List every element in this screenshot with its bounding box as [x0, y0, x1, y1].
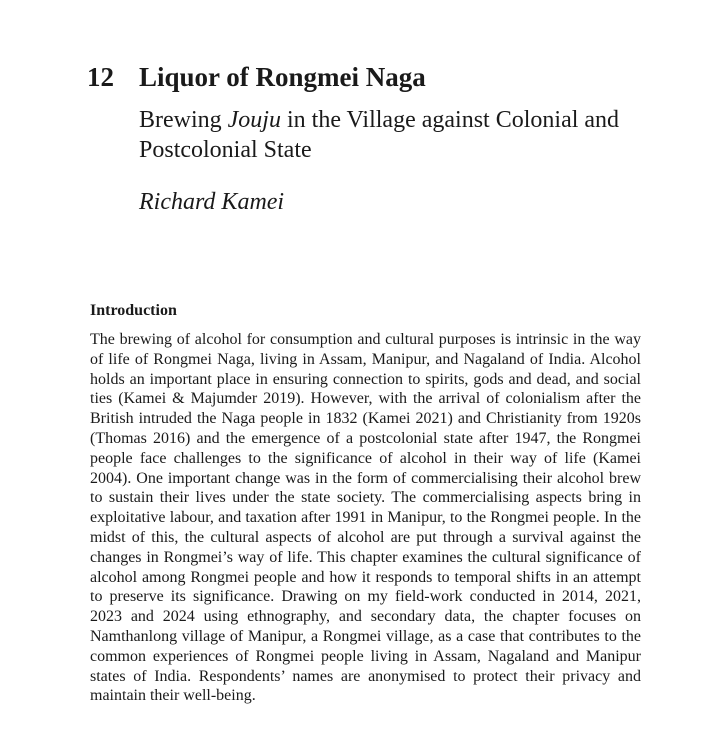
subtitle-rest: in the Village against Colonial and Postcolonial State: [139, 107, 620, 163]
chapter-subtitle: [139, 105, 659, 165]
chapter-title-line: [87, 62, 667, 93]
introduction-paragraph: The brewing of alcohol for consumption and cultural purposes is intrinsic in the way of life of Rongmei Naga, living in Assam, Manipur, and Nagaland of India. Alcohol holds an important place in ensuring connection to spirits, gods and dead, and social ties (Kamei & Majumder 2019). However, with the arrival of colonialism after the British intruded the Naga people in 1832 (Kamei 2021) and Christianity from 1920s (Thomas 2016) and the emergence of a postcolonial state after 1947, the Rongmei people face challenges to the significance of alcohol in their way of life (Kamei 2004). One important change was in the form of commercialising their alcohol brew to sustain their lives under the state society. The commercialising aspects bring in exploitative labour, and taxation after 1991 in Manipur, to the Rongmei people. In the midst of this, the cultural aspects of alcohol are put through a survival against the changes in Rongmei’s way of life. This chapter examines the cultural significance of alcohol among Rongmei people and how it responds to temporal shifts in an attempt to preserve its significance. Drawing on my field-work conducted in 2014, 2021, 2023 and 2024 using ethnography, and secondary data, the chapter focuses on Namthanlong village of Manipur, a Rongmei village, as a case that contributes to the common experiences of Rongmei people living in Assam, Nagaland and Manipur states of India. Respondents’ names are anonymised to protect their privacy and maintain their well-being.: [90, 331, 641, 705]
subtitle-italic-term: Jouju: [227, 107, 281, 133]
subtitle-lead: Brewing: [139, 107, 228, 133]
chapter-header: [87, 62, 667, 216]
section-heading: Introduction: [90, 302, 177, 319]
chapter-title: Liquor of Rongmei Naga: [139, 62, 426, 92]
chapter-author: Richard Kamei: [139, 189, 285, 215]
chapter-number: 12: [87, 62, 114, 92]
introduction-section: [90, 302, 641, 706]
